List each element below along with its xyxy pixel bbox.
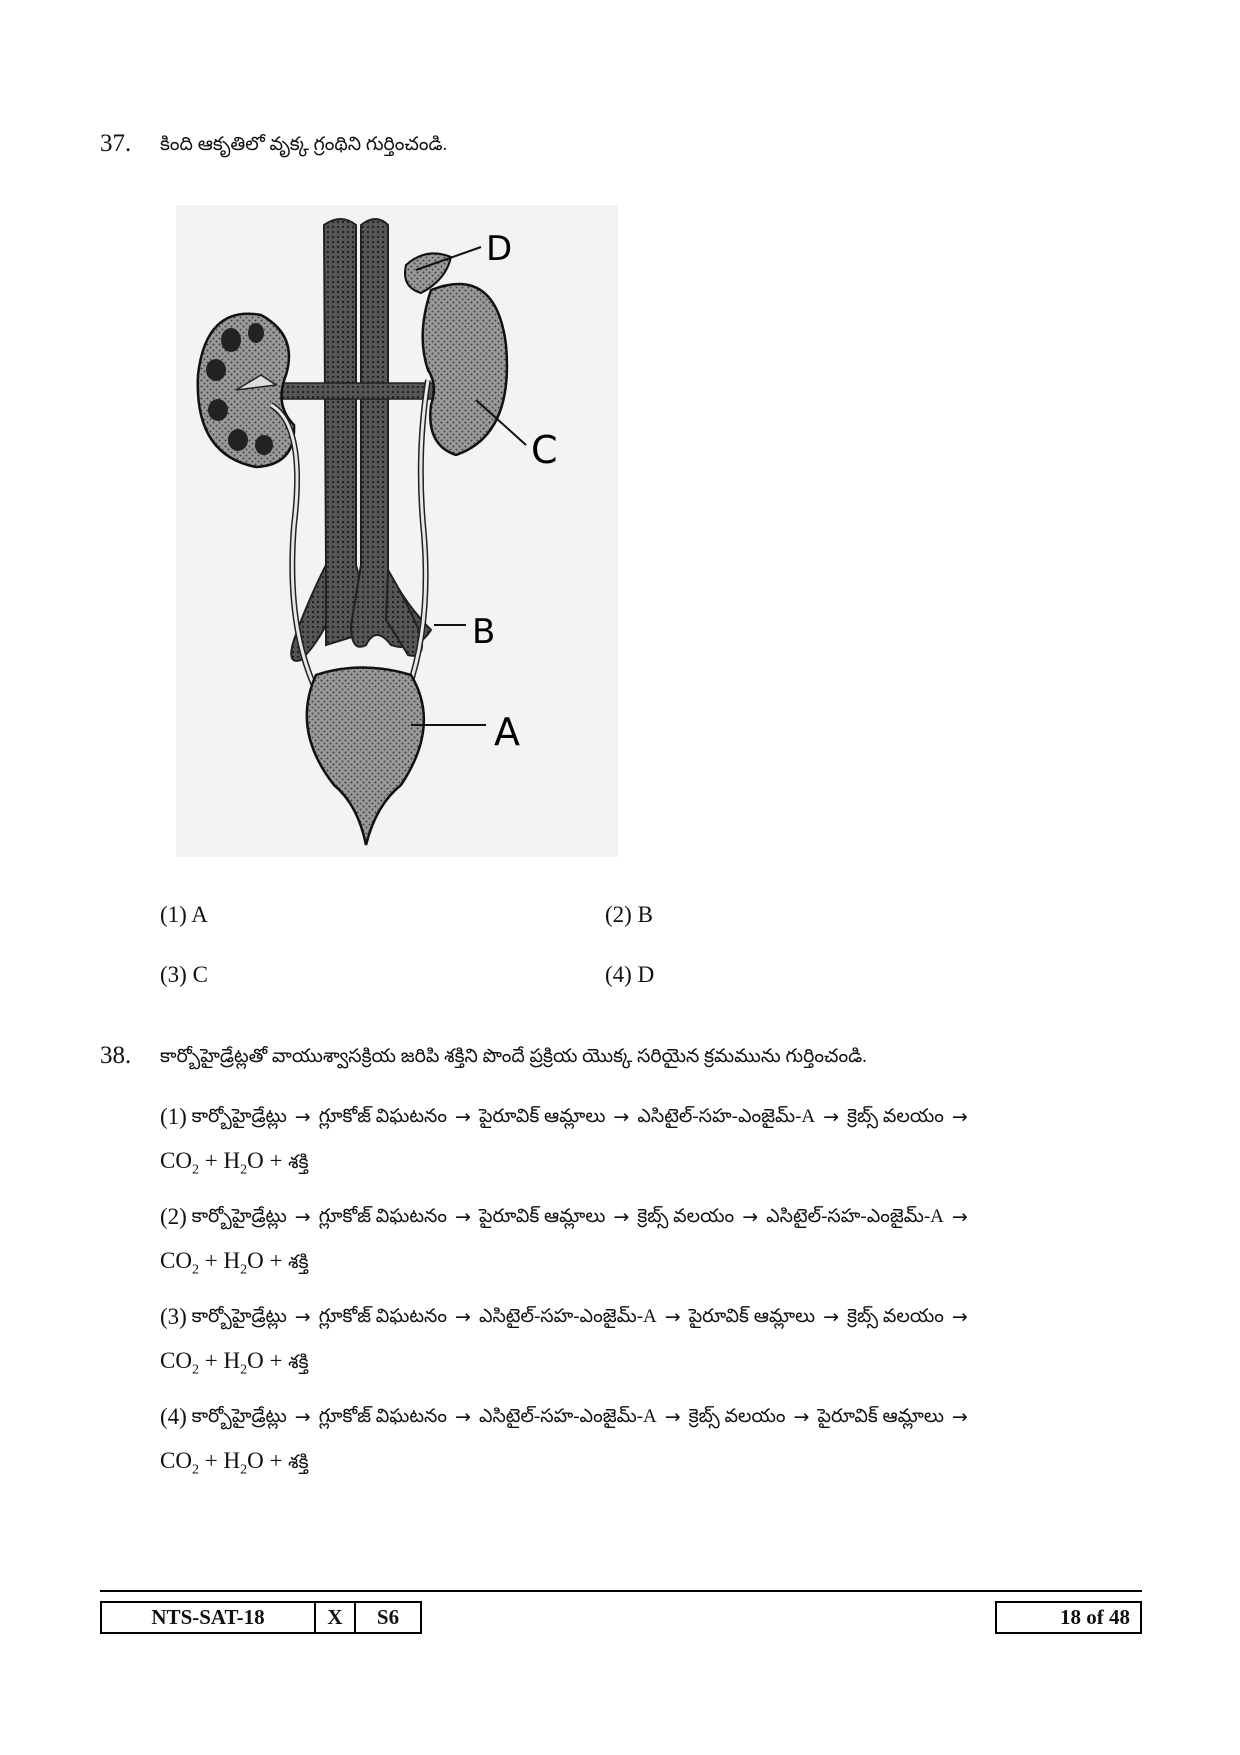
q38-option-2[interactable] [160, 1195, 1145, 1293]
arrow-icon: → [951, 1106, 968, 1128]
right-kidney [423, 284, 507, 455]
option-number: (4) [160, 1404, 187, 1429]
option-number: (3) [160, 1304, 187, 1329]
arrow-icon: → [664, 1306, 681, 1328]
label-b: B [472, 612, 496, 652]
class-code: X [316, 1603, 356, 1632]
question-37-text: కింది ఆకృతిలో వృక్క గ్రంథిని గుర్తించండి. [160, 134, 448, 155]
products: $CO_2 + H_2O$ + శక్తి [160, 1148, 309, 1178]
arrow-icon: → [455, 1106, 471, 1128]
arrow-icon: → [613, 1206, 630, 1228]
step-carbohydrates: కార్బోహైడ్రేట్లు [191, 1206, 287, 1227]
products: $CO_2 + H_2O$ + శక్తి [160, 1248, 309, 1278]
step-carbohydrates: కార్బోహైడ్రేట్లు [191, 1106, 287, 1127]
arrow-icon: → [951, 1206, 968, 1228]
step-acetyl-coa: ఎసిటైల్-సహ-ఎంజైమ్-A [478, 1406, 657, 1427]
step-acetyl-coa: ఎసిటైల్-సహ-ఎంజైమ్-A [637, 1106, 816, 1127]
step-krebs-cycle: క్రెబ్స్ వలయం [637, 1206, 735, 1227]
step-glycolysis: గ్లూకోజ్ విఘటనం [318, 1306, 448, 1327]
step-acetyl-coa: ఎసిటైల్-సహ-ఎంజైమ్-A [478, 1306, 657, 1327]
question-38-number: 38. [100, 1042, 132, 1069]
step-krebs-cycle: క్రెబ్స్ వలయం [688, 1406, 786, 1427]
arrow-icon: → [742, 1206, 759, 1228]
arrow-icon: → [294, 1406, 311, 1428]
arrow-icon: → [823, 1106, 840, 1128]
arrow-icon: → [455, 1406, 471, 1428]
arrow-icon: → [951, 1406, 968, 1428]
arrow-icon: → [294, 1206, 311, 1228]
arrow-icon: → [294, 1306, 311, 1328]
page-number: 18 of 48 [1060, 1605, 1130, 1629]
question-37-number: 37. [100, 130, 132, 157]
products: $CO_2 + H_2O$ + శక్తి [160, 1448, 309, 1478]
q37-option-3[interactable]: (3) C [160, 962, 208, 987]
step-pyruvic-acid: పైరూవిక్ ఆమ్లాలు [478, 1106, 606, 1127]
arrow-icon: → [455, 1206, 471, 1228]
step-krebs-cycle: క్రెబ్స్ వలయం [847, 1306, 944, 1327]
step-carbohydrates: కార్బోహైడ్రేట్లు [191, 1406, 287, 1427]
arrow-icon: → [455, 1306, 471, 1328]
arrow-icon: → [823, 1306, 840, 1328]
step-glycolysis: గ్లూకోజ్ విఘటనం [318, 1206, 448, 1227]
arrow-icon: → [613, 1106, 630, 1128]
arrow-icon: → [951, 1306, 968, 1328]
label-d: D [486, 229, 513, 269]
products: $CO_2 + H_2O$ + శక్తి [160, 1348, 309, 1378]
label-c: C [531, 428, 558, 472]
footer-rule [100, 1590, 1142, 1592]
q37-option-4[interactable]: (4) D [605, 962, 655, 987]
option-number: (1) [160, 1104, 187, 1129]
q37-option-1[interactable]: (1) A [160, 902, 208, 927]
exam-code: NTS-SAT-18 [102, 1603, 316, 1632]
question-38-text: కార్బోహైడ్రేట్లతో వాయుశ్వాసక్రియ జరిపి శక్తిని పొందే ప్రక్రియ యొక్క సరియైన క్రమమును గుర్తించండి. [160, 1046, 867, 1067]
arrow-icon: → [664, 1406, 681, 1428]
footer-code-box [100, 1601, 422, 1634]
step-glycolysis: గ్లూకోజ్ విఘటనం [318, 1406, 448, 1427]
page-number-box [995, 1601, 1142, 1634]
step-pyruvic-acid: పైరూవిక్ ఆమ్లాలు [478, 1206, 606, 1227]
kidney-diagram [176, 205, 618, 857]
q37-option-2[interactable]: (2) B [605, 902, 653, 927]
q38-option-3[interactable] [160, 1295, 1145, 1393]
step-glycolysis: గ్లూకోజ్ విఘటనం [318, 1106, 448, 1127]
label-a: A [494, 710, 520, 754]
step-acetyl-coa: ఎసిటైల్-సహ-ఎంజైమ్-A [766, 1206, 944, 1227]
option-number: (2) [160, 1204, 187, 1229]
step-carbohydrates: కార్బోహైడ్రేట్లు [191, 1306, 287, 1327]
subject-code: S6 [376, 1605, 400, 1629]
step-krebs-cycle: క్రెబ్స్ వలయం [847, 1106, 944, 1127]
arrow-icon: → [294, 1106, 311, 1128]
urinary-bladder [307, 668, 424, 846]
q38-option-1[interactable] [160, 1095, 1145, 1193]
step-pyruvic-acid: పైరూవిక్ ఆమ్లాలు [688, 1306, 816, 1327]
arrow-icon: → [793, 1406, 810, 1428]
q38-option-4[interactable] [160, 1395, 1145, 1493]
step-pyruvic-acid: పైరూవిక్ ఆమ్లాలు [817, 1406, 944, 1427]
